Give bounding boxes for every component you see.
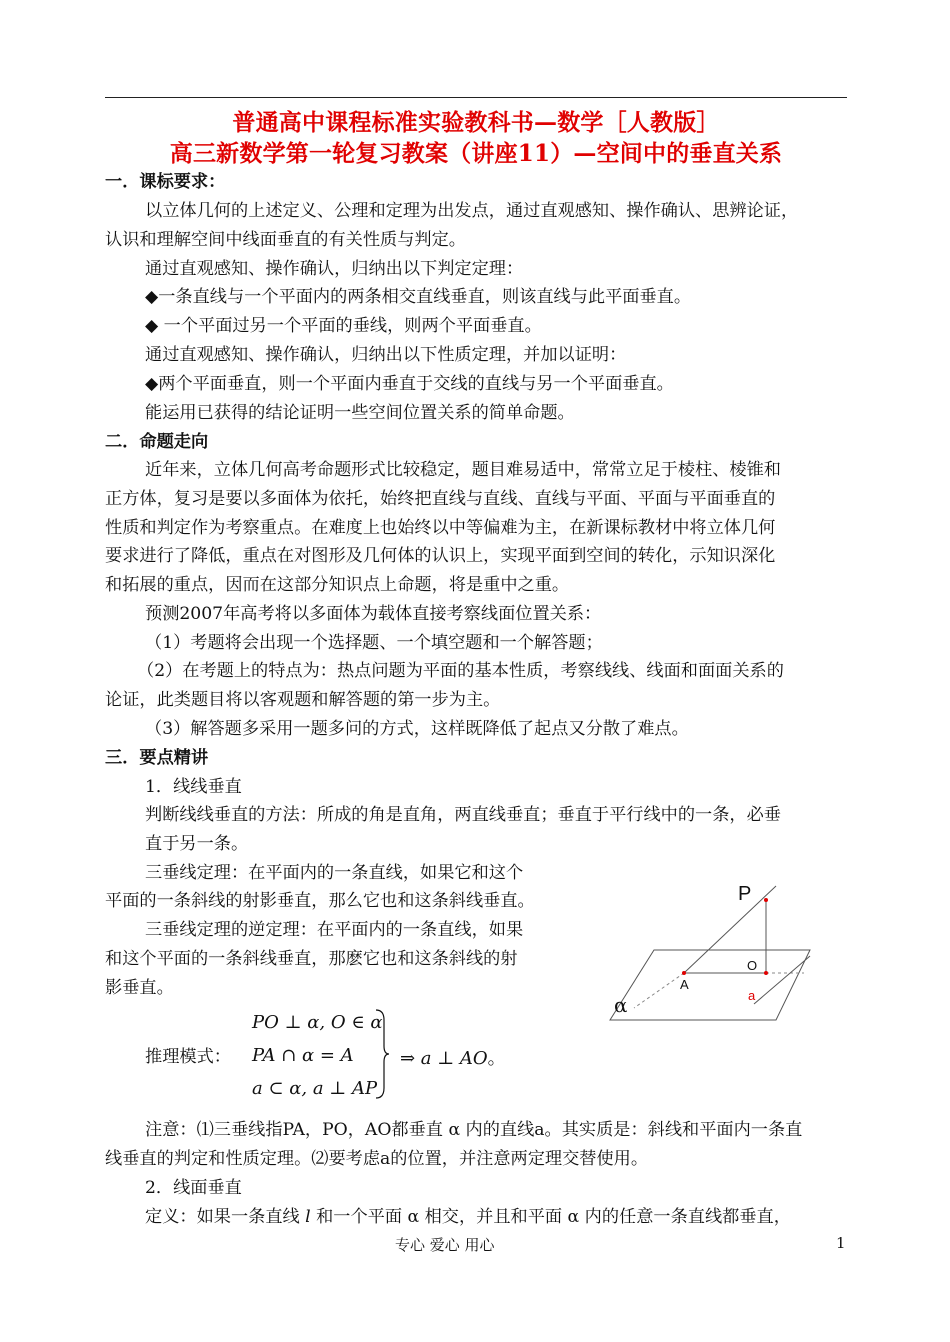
s2-para-1c: 性质和判定作为考察重点。在难度上也始终以中等偏难为主，在新课标教材中将立体几何 [105, 518, 776, 538]
s2-para-1a: 近年来，立体几何高考命题形式比较稳定，题目难易适中，常常立足于棱柱、棱锥和 [145, 460, 781, 480]
header-rule [105, 97, 847, 98]
s2-item-1: （1）考题将会出现一个选择题、一个填空题和一个解答题； [145, 633, 603, 653]
s2-item-2a: （2）在考题上的特点为：热点问题为平面的基本性质，考察线线、线面和面面关系的 [137, 661, 784, 681]
s3-para-2b: 平面的一条斜线的射影垂直，那么它也和这条斜线垂直。 [105, 891, 535, 911]
conclusion-expression: ⇒ a ⊥ AO [400, 1048, 488, 1069]
s3-para-1b: 直于另一条。 [145, 834, 249, 854]
slant-line-PA [684, 886, 776, 973]
s1-para-4: 能运用已获得的结论证明一些空间位置关系的简单命题。 [145, 403, 575, 423]
s1-para-1b: 认识和理解空间中线面垂直的有关性质与判定。 [105, 230, 466, 250]
s2-item-3: （3）解答题多采用一题多问的方式，这样既降低了起点又分散了难点。 [145, 719, 689, 739]
page-number: 1 [836, 1234, 846, 1252]
s1-para-3: 通过直观感知、操作确认，归纳出以下性质定理，并加以证明： [145, 345, 627, 365]
s1-para-1a: 以立体几何的上述定义、公理和定理为出发点，通过直观感知、操作确认、思辨论证， [145, 201, 799, 221]
formula-label: 推理模式： [145, 1047, 231, 1067]
s1-bullet-2: ◆ 一个平面过另一个平面的垂线，则两个平面垂直。 [145, 316, 542, 336]
s1-bullet-3: ◆两个平面垂直，则一个平面内垂直于交线的直线与另一个平面垂直。 [145, 374, 674, 394]
s3-para-2a: 三垂线定理：在平面内的一条直线，如果它和这个 [145, 863, 524, 883]
definition-pre: 定义：如果一条直线 [145, 1207, 306, 1227]
label-A: A [680, 977, 689, 992]
point-P [764, 898, 768, 902]
s1-bullet-1: ◆一条直线与一个平面内的两条相交直线垂直，则该直线与此平面垂直。 [145, 287, 692, 307]
conclusion-period: 。 [487, 1048, 506, 1069]
label-O: O [747, 958, 758, 973]
s2-para-1b: 正方体，复习是要以多面体为依托，始终把直线与直线、直线与平面、平面与平面垂直的 [105, 489, 776, 509]
s3-para-3a: 三垂线定理的逆定理：在平面内的一条直线，如果 [145, 920, 524, 940]
label-alpha: α [614, 993, 628, 1017]
label-a: a [748, 988, 756, 1003]
definition-variable: l [305, 1207, 311, 1227]
section-3-heading: 三．要点精讲 [105, 748, 209, 768]
s3-sub-2: 2．线面垂直 [145, 1178, 242, 1198]
line-a [754, 956, 810, 1004]
s2-item-2b: 论证，此类题目将以客观题和解答题的第一步为主。 [105, 690, 501, 710]
formula-conclusion [400, 1044, 506, 1070]
s3-note-2: 线垂直的判定和性质定理。⑵要考虑a的位置，并注意两定理交替使用。 [105, 1149, 649, 1169]
s3-para-3c: 影垂直。 [105, 978, 174, 998]
right-brace [374, 1008, 390, 1100]
s3-para-1a: 判断线线垂直的方法：所成的角是直角，两直线垂直；垂直于平行线中的一条，必垂 [145, 805, 781, 825]
definition-post: 和一个平面 α 相交，并且和平面 α 内的任意一条直线都垂直， [310, 1207, 791, 1227]
formula-line-2: PA ∩ α = A [252, 1045, 354, 1066]
title-line-1: 普通高中课程标准实验教科书—数学［人教版］ [232, 109, 720, 136]
label-P: P [738, 883, 752, 905]
s3-note-1: 注意：⑴三垂线指PA，PO，AO都垂直 α 内的直线a。其实质是：斜线和平面内一条直 [145, 1120, 803, 1140]
plane-alpha [610, 950, 810, 1020]
s3-para-3b: 和这个平面的一条斜线垂直，那麽它也和这条斜线的射 [105, 949, 518, 969]
section-1-heading: 一．课标要求： [105, 172, 226, 192]
formula-line-3: a ⊂ α, a ⊥ AP [252, 1078, 378, 1099]
s3-definition [145, 1204, 791, 1230]
footer-motto: 专心 爱心 用心 [395, 1236, 495, 1254]
formula-line-1: PO ⊥ α, O ∈ α [252, 1012, 383, 1033]
s2-para-2: 预测2007年高考将以多面体为载体直接考察线面位置关系： [145, 604, 602, 624]
slant-line-hidden-part [634, 973, 684, 1008]
s1-para-2: 通过直观感知、操作确认，归纳出以下判定定理： [145, 259, 524, 279]
point-A [682, 971, 686, 975]
point-O [764, 971, 768, 975]
section-2-heading: 二．命题走向 [105, 432, 209, 452]
title-line-2: 高三新数学第一轮复习教案（讲座11）—空间中的垂直关系 [169, 140, 783, 167]
three-perpendiculars-diagram [604, 872, 826, 1028]
s2-para-1d: 要求进行了降低，重点在对图形及几何体的认识上，实现平面到空间的转化，示知识深化 [105, 546, 776, 566]
s3-sub-1: 1．线线垂直 [145, 777, 242, 797]
s2-para-1e: 和拓展的重点，因而在这部分知识点上命题，将是重中之重。 [105, 575, 570, 595]
